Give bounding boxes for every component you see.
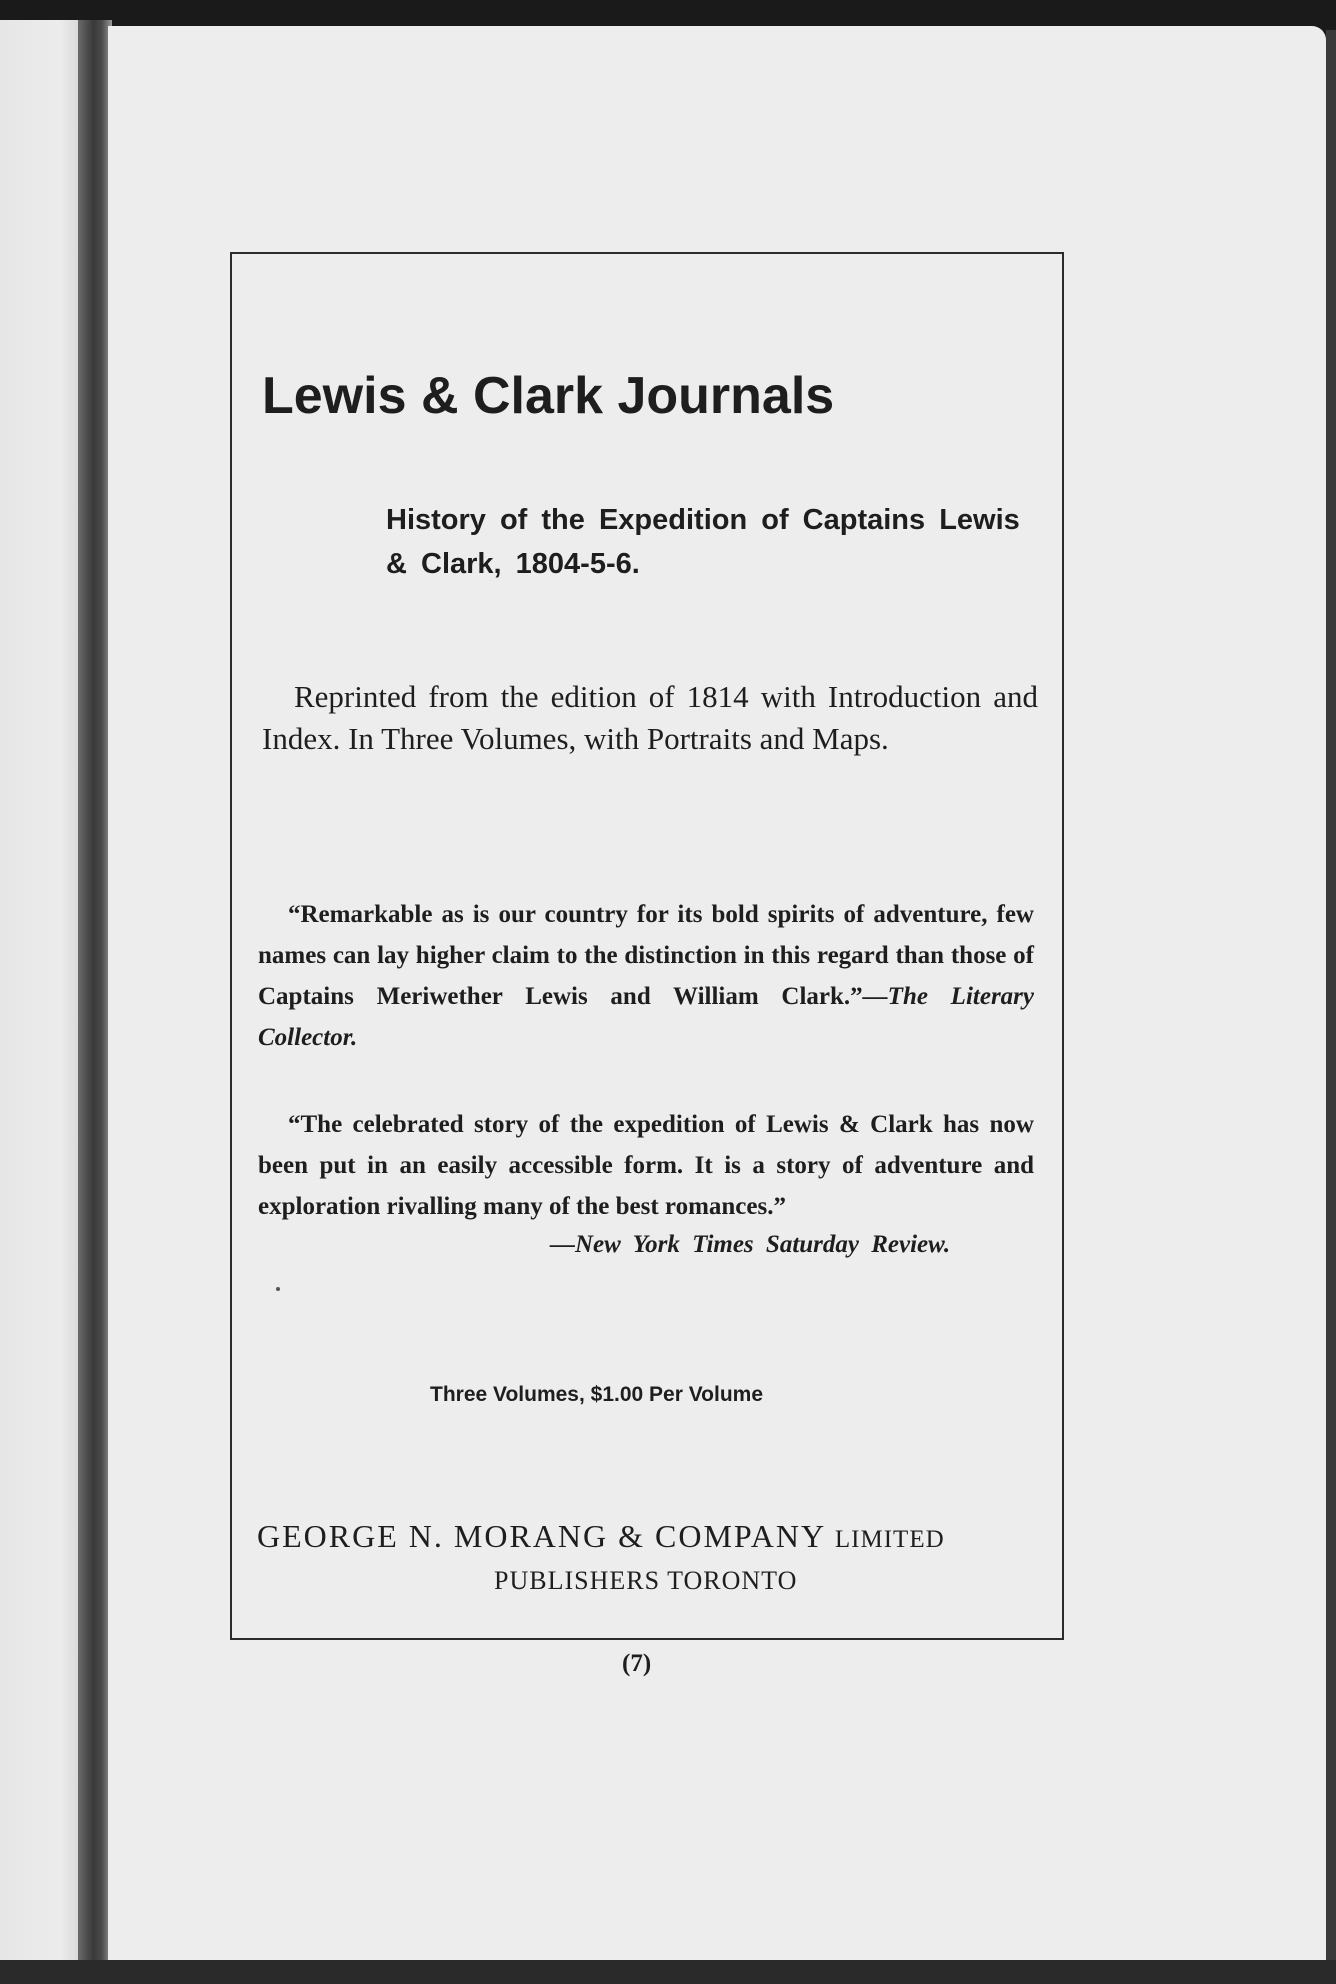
quote-source: —The Literary Collector. bbox=[258, 983, 1034, 1051]
scan-border-bottom bbox=[0, 1960, 1336, 1984]
price-line: Three Volumes, $1.00 Per Volume bbox=[430, 1383, 764, 1406]
ad-subtitle: History of the Expedition of Captains Lewis & Clark, 1804-5-6. bbox=[386, 504, 1020, 580]
publisher-suffix: LIMITED bbox=[834, 1526, 945, 1553]
ad-title: Lewis & Clark Journals bbox=[262, 367, 835, 425]
publisher-name bbox=[257, 1518, 945, 1555]
page-number: (7) bbox=[622, 1650, 652, 1677]
review-quote bbox=[258, 1104, 1034, 1227]
quote-source: —New York Times Saturday Review. bbox=[550, 1231, 951, 1258]
reprint-note: Reprinted from the edition of 1814 with Introduction and Index. In Three Volumes, with Portraits and Maps. bbox=[262, 679, 1038, 756]
review-quote bbox=[258, 894, 1034, 1058]
publisher-name-text: GEORGE N. MORANG & COMPANY bbox=[257, 1518, 825, 1554]
print-speck bbox=[276, 1287, 280, 1291]
book-gutter bbox=[78, 20, 112, 1984]
scan-border-right bbox=[1326, 30, 1336, 1984]
quote-text: “Remarkable as is our country for its bold spirits of adventure, few names can lay higher claim to the distinction in this regard than those of Captains Meriwether Lewis and William Clark.” bbox=[258, 901, 1034, 1010]
left-page-edge bbox=[0, 20, 86, 1984]
quote-text: “The celebrated story of the expedition of Lewis & Clark has now been put in an easily accessible form. It is a story of adventure and exploration rivalling many of the best romances.” bbox=[258, 1111, 1034, 1220]
publisher-location: PUBLISHERS TORONTO bbox=[494, 1566, 798, 1595]
